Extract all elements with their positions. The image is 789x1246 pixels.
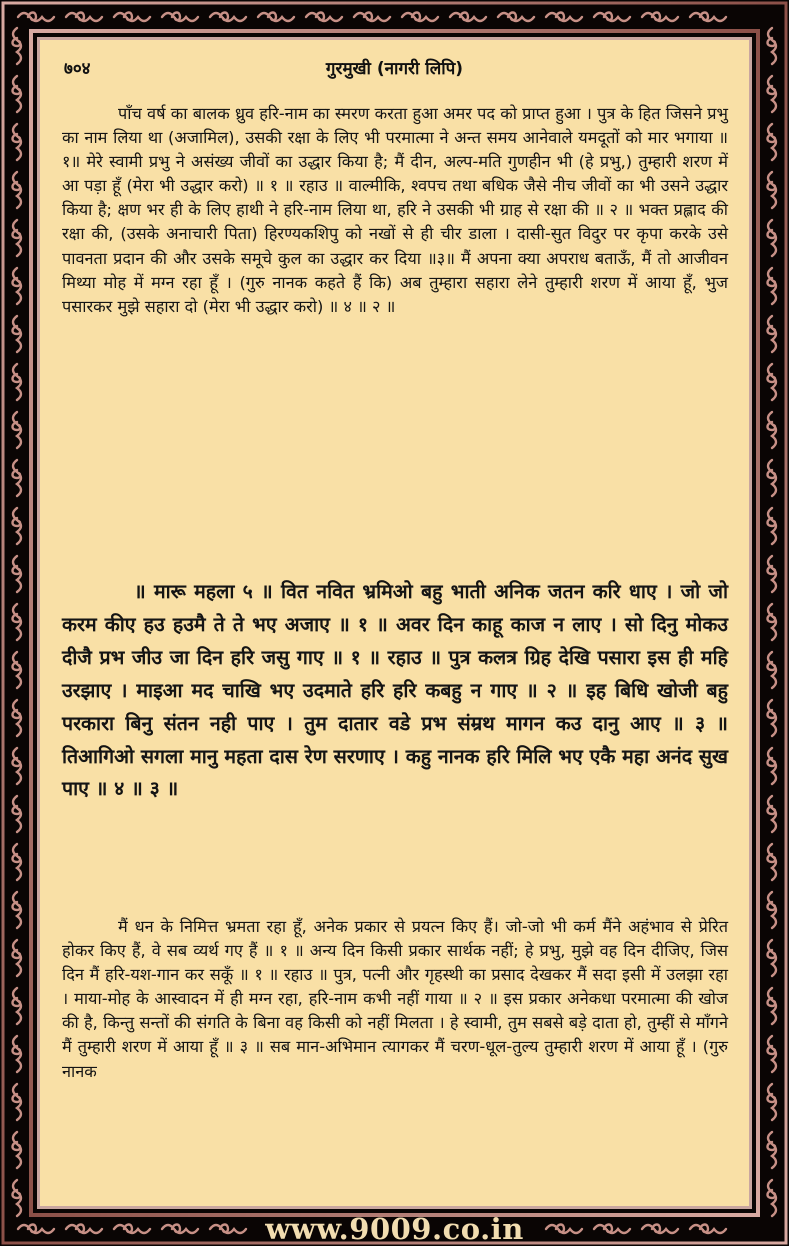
scroll-ornament [768,172,777,208]
scroll-ornament [768,220,777,256]
scroll-ornament [114,13,150,22]
scroll-ornament [768,796,777,832]
page-number: ७०४ [64,59,91,79]
scroll-ornament [66,13,102,22]
scroll-ornament [13,28,22,64]
scroll-ornament [768,268,777,304]
scroll-ornament [13,844,22,880]
scroll-ornament [768,652,777,688]
scroll-ornament [13,700,22,736]
hindi-translation-paragraph-1 [62,102,728,319]
scroll-ornament [13,316,22,352]
scroll-ornament [13,268,22,304]
scroll-ornament [306,13,342,22]
book-page [37,37,752,1209]
scroll-ornament [13,1084,22,1120]
scroll-ornament [258,13,294,22]
scroll-ornament [768,940,777,976]
scroll-ornament [13,1180,22,1216]
scroll-ornament [768,1132,777,1168]
scroll-ornament [768,316,777,352]
scroll-ornament [13,364,22,400]
scroll-ornament [162,13,198,22]
scroll-ornament [18,13,54,22]
scroll-ornament [13,172,22,208]
scroll-ornament [768,1180,777,1216]
scroll-ornament [13,460,22,496]
scroll-ornament [768,28,777,64]
scroll-ornament [768,412,777,448]
scroll-ornament [642,13,678,22]
scroll-ornament [768,460,777,496]
scroll-ornament [402,13,438,22]
scroll-ornament [768,364,777,400]
scroll-ornament [768,988,777,1024]
scroll-ornament [13,892,22,928]
scroll-ornament [13,124,22,160]
scroll-ornament [13,940,22,976]
scroll-ornament [13,988,22,1024]
scroll-ornament [768,844,777,880]
gurbani-verse-paragraph [62,576,728,806]
scroll-ornament [768,748,777,784]
scroll-ornament [690,13,726,22]
paragraph-text: मैं धन के निमित्त भ्रमता रहा हूँ, अनेक प्रकार से प्रयत्न किए हैं। जो-जो भी कर्म मैंने अहंभाव से प्रेरित होकर किए हैं, वे सब व्यर्थ गए हैं ॥ १ ॥ अन्य दिन किसी प्रकार सार्थक नहीं; हे प्रभु, मुझे वह दिन दीजिए, जिस दिन मैं हरि-यश-गान कर सकूँ ॥ १ ॥ रहाउ ॥ पुत्र, पत्नी और गृहस्थी का प्रसाद देखकर मैं सदा इसी में उलझा रहा । माया-मोह के आस्वादन में ही मग्न रहा, हरि-नाम कभी नहीं गाया ॥ २ ॥ इस प्रकार अनेकधा परमात्मा की खोज की है, किन्तु सन्तों की संगति के बिना वह किसी को नहीं मिलता । हे स्वामी, तुम सबसे बड़े दाता हो, तुम्हीं से माँगने मैं तुम्हारी शरण में आया हूँ ॥ ३ ॥ सब मान-अभिमान त्यागकर मैं चरण-धूल-तुल्य तुम्हारी शरण में आया हूँ । (गुरु नानक [62,917,728,1081]
scroll-ornament [498,13,534,22]
scroll-ornament [768,76,777,112]
scroll-ornament [354,13,390,22]
scroll-ornament [13,220,22,256]
scroll-ornament [546,13,582,22]
scroll-ornament [768,604,777,640]
scroll-ornament [768,1084,777,1120]
scroll-ornament [768,700,777,736]
verse-text: ॥ मारू महला ५ ॥ वित नवित भ्रमिओ बहु भाती अनिक जतन करि धाए । जो जो करम कीए हउ हउमै ते ते भए अजाए ॥ १ ॥ अवर दिन काहू काज न लाए । सो दिनु मोकउ दीजै प्रभ जीउ जा दिन हरि जसु गाए ॥ १ ॥ रहाउ ॥ पुत्र कलत्र ग्रिह देखि पसारा इस ही महि उरझाए । माइआ मद चाखि भए उदमाते हरि हरि कबहु न गाए ॥ २ ॥ इह बिधि खोजी बहु परकारा बिनु संतन नही पाए । तुम दातार वडे प्रभ संम्रथ मागन कउ दानु आए ॥ ३ ॥ तिआगिओ सगला मानु महता दास रेण सरणाए । कहु नानक हरि मिलि भए एकै महा अनंद सुख पाए ॥ ४ ॥ ३ ॥ [62,580,728,801]
scroll-ornament [13,748,22,784]
scroll-ornament [13,556,22,592]
scroll-ornament [768,124,777,160]
paragraph-text: पाँच वर्ष का बालक ध्रुव हरि-नाम का स्मरण करता हुआ अमर पद को प्राप्त हुआ । पुत्र के हित जिसने प्रभु का नाम लिया था (अजामिल), उसकी रक्षा के लिए भी परमात्मा ने अन्त समय आनेवाले यमदूतों को मार भगाया ॥१॥ मेरे स्वामी प्रभु ने असंख्य जीवों का उद्धार किया है; मैं दीन, अल्प-मति गुणहीन भी (हे प्रभु,) तुम्हारी शरण में आ पड़ा हूँ (मेरा भी उद्धार करो) ॥ १ ॥ रहाउ ॥ वाल्मीकि, श्वपच तथा बधिक जैसे नीच जीवों का भी उसने उद्धार किया है; क्षण भर ही के लिए हाथी ने हरि-नाम लिया था, हरि ने उसकी भी ग्राह से रक्षा की ॥ २ ॥ भक्त प्रह्लाद की रक्षा की, (उसके अनाचारी पिता) हिरण्यकशिपु को नखों से ही चीर डाला । दासी-सुत विदुर पर कृपा करके उसे पावनता प्रदान की और उसके समूचे कुल का उद्धार कर दिया ॥३॥ मैं अपना क्या अपराध बताऊँ, मैं तो आजीवन मिथ्या मोह में मग्न रहा हूँ । (गुरु नानक कहते हैं कि) अब तुम्हारा सहारा लेने तुम्हारी शरण में आया हूँ, भुज पसारकर मुझे सहारा दो (मेरा भी उद्धार करो) ॥ ४ ॥ २ ॥ [62,104,729,316]
scroll-ornament [13,652,22,688]
scroll-ornament [768,1036,777,1072]
scroll-ornament [450,13,486,22]
scroll-ornament [768,508,777,544]
website-watermark: www.9009.co.in [265,1212,524,1246]
scroll-ornament [13,604,22,640]
scroll-ornament [13,508,22,544]
scroll-ornament [13,1132,22,1168]
page-header [60,54,729,84]
scroll-ornament [594,13,630,22]
scroll-ornament [210,13,246,22]
scroll-ornament [13,412,22,448]
hindi-translation-paragraph-2 [62,915,728,1084]
scroll-ornament [768,556,777,592]
scroll-ornament [13,1036,22,1072]
scroll-ornament [768,892,777,928]
scroll-ornament [13,796,22,832]
running-title: गुरमुखी (नागरी लिपि) [325,59,464,79]
scroll-ornament [13,76,22,112]
